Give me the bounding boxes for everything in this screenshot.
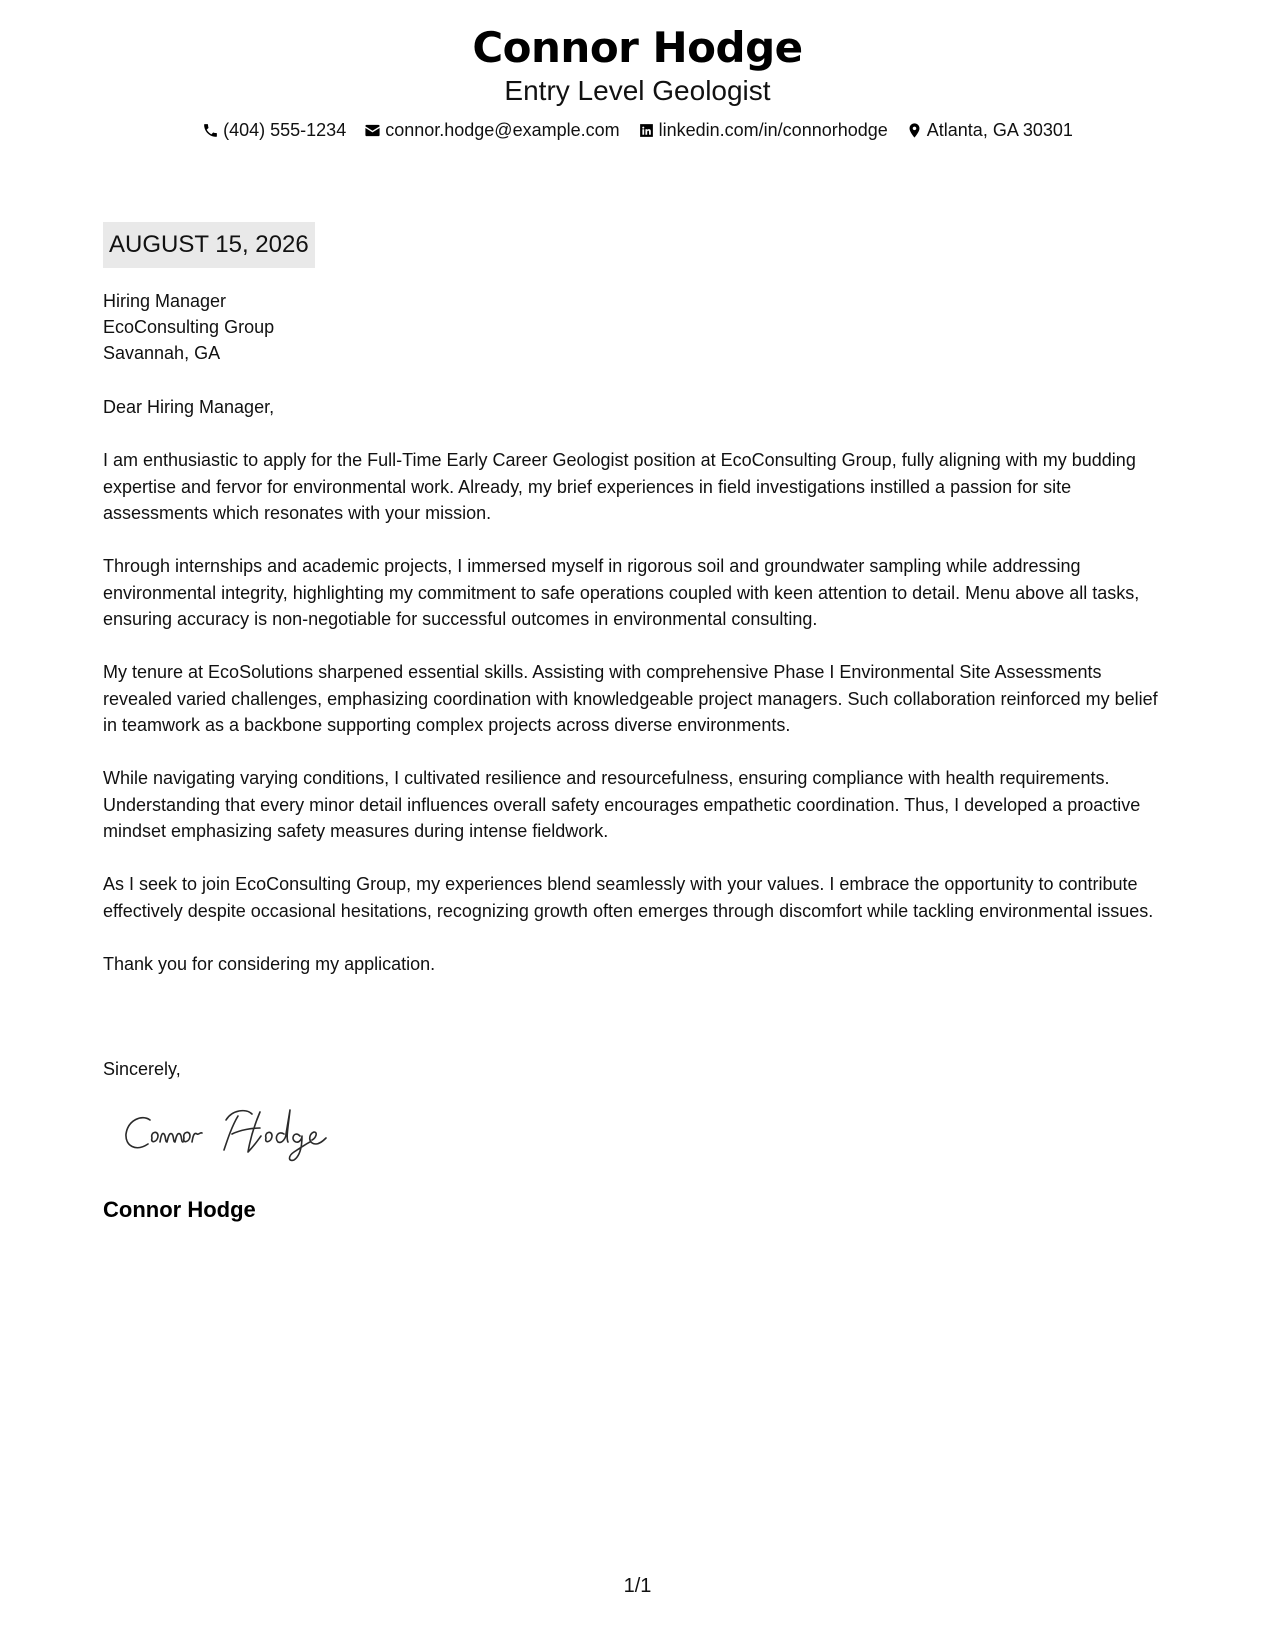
recipient-location: Savannah, GA xyxy=(103,343,221,363)
body-paragraph: While navigating varying conditions, I cultivated resilience and resourcefulness, ensuring compliance with health requirements. Understanding that every minor detail influences overall safety encourages empathetic coordination. Thus, I developed a proactive mindset emphasizing safety measures during intense fieldwork. xyxy=(103,768,1141,841)
body-paragraph: I am enthusiastic to apply for the Full-Time Early Career Geologist position at EcoConsulting Group, fully aligning with my budding expertise and fervor for environmental work. Already, my brief experiences in field investigations instilled a passion for site assessments which resonates with your mission. xyxy=(103,450,1136,523)
handwritten-signature xyxy=(120,1098,350,1168)
phone-text: (404) 555-1234 xyxy=(223,120,347,140)
recipient-block xyxy=(103,288,274,366)
map-pin-icon xyxy=(906,122,923,139)
linkedin-icon xyxy=(638,122,655,139)
contact-linkedin xyxy=(638,118,888,142)
salutation: Dear Hiring Manager, xyxy=(103,397,275,417)
letter-header xyxy=(0,22,1275,142)
recipient-company: EcoConsulting Group xyxy=(103,317,275,337)
thank-you-line: Thank you for considering my application. xyxy=(103,953,436,974)
body-paragraph: Through internships and academic projects, I immersed myself in rigorous soil and groundwater sampling while addressing environmental integrity, highlighting my commitment to safe operations coupled with keen attention to detail. Menu above all tasks, ensuring accuracy is non-negotiable for successful outcomes in environmental consulting. xyxy=(103,556,1140,629)
location-text: Atlanta, GA 30301 xyxy=(926,120,1073,140)
phone-icon xyxy=(202,122,219,139)
closing: Sincerely, xyxy=(103,1059,181,1079)
email-text: connor.hodge@example.com xyxy=(385,120,620,140)
body-paragraph: My tenure at EcoSolutions sharpened essential skills. Assisting with comprehensive Phase I Environmental Site Assessments revealed varied challenges, emphasizing coordination with knowledgeable project managers. Such collaboration reinforced my belief in teamwork as a backbone supporting complex projects across diverse environments. xyxy=(103,662,1158,735)
contact-info xyxy=(0,118,1275,142)
contact-phone xyxy=(202,118,346,142)
linkedin-text: linkedin.com/in/connorhodge xyxy=(658,120,888,140)
page-number: 1/1 xyxy=(623,1575,652,1597)
recipient-title: Hiring Manager xyxy=(103,291,227,311)
envelope-icon xyxy=(364,122,381,139)
letter-body xyxy=(103,394,1173,1004)
applicant-name: Connor Hodge xyxy=(472,23,803,72)
body-paragraph: As I seek to join EcoConsulting Group, my experiences blend seamlessly with your values. I embrace the opportunity to contribute effectively despite occasional hesitations, recognizing growth often emerges through discomfort while tackling environmental issues. xyxy=(103,874,1154,921)
contact-email xyxy=(364,118,619,142)
letter-date: AUGUST 15, 2026 xyxy=(103,222,315,268)
contact-location xyxy=(906,118,1073,142)
signer-name: Connor Hodge xyxy=(103,1197,256,1222)
applicant-title: Entry Level Geologist xyxy=(504,75,771,106)
